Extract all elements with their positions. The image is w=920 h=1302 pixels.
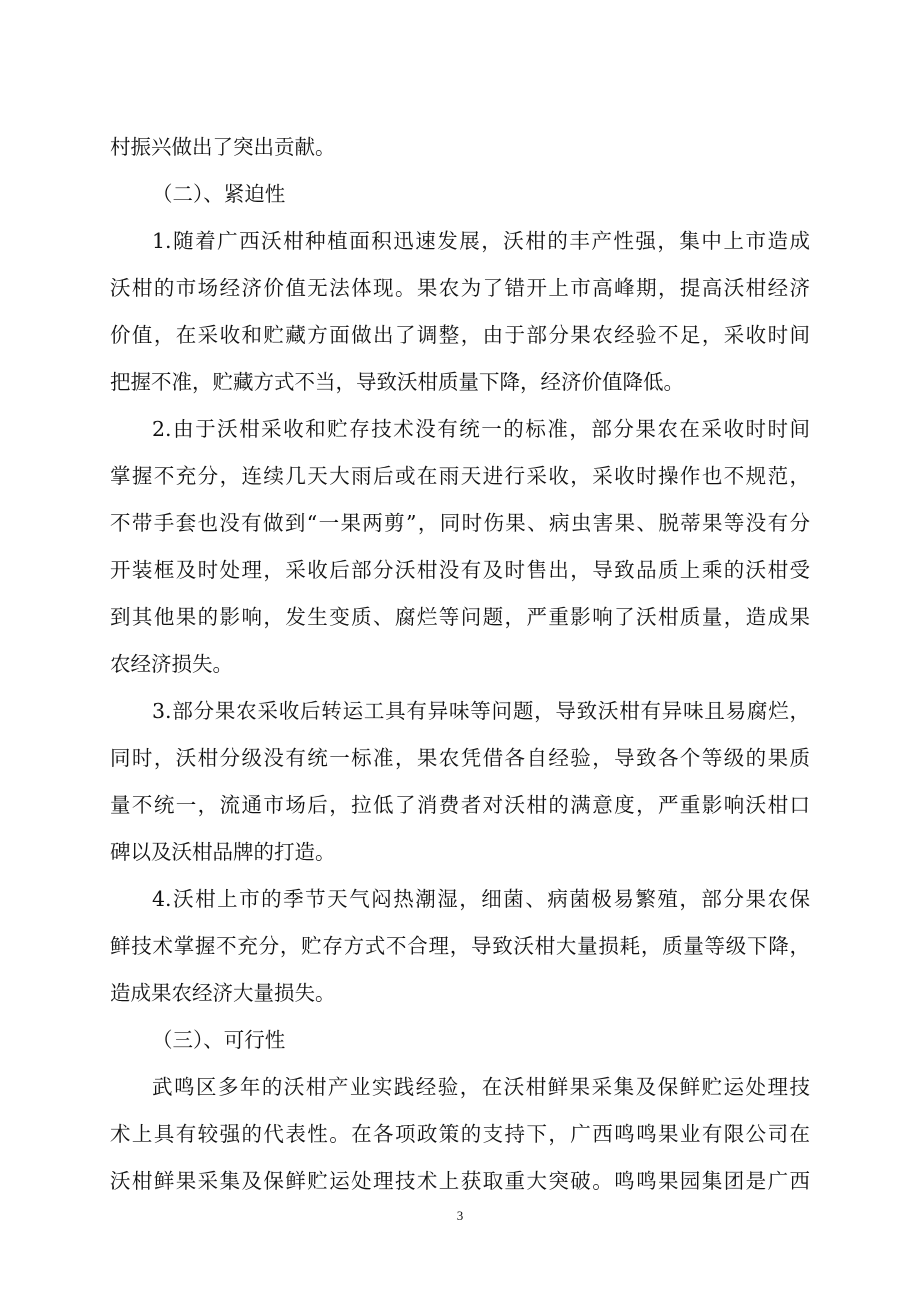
text-line: 鲜技术掌握不充分，贮存方式不合理，导致沃柑大量损耗，质量等级下降， [110,934,810,958]
text-line: 价值，在采收和贮藏方面做出了调整，由于部分果农经验不足，采收时间 [110,323,810,347]
text-line: 不带手套也没有做到“一果两剪”，同时伤果、病虫害果、脱蒂果等没有分 [110,511,810,535]
text-line: 造成果农经济大量损失。 [110,981,336,1005]
text-line: 农经济损失。 [110,652,233,676]
text-line: 碑以及沃柑品牌的打造。 [110,840,336,864]
text-line: 到其他果的影响，发生变质、腐烂等问题，严重影响了沃柑质量，造成果 [110,605,810,629]
text-line: 村振兴做出了突出贡献。 [110,135,336,159]
text-line: 1.随着广西沃柑种植面积迅速发展，沃柑的丰产性强，集中上市造成 [152,229,810,253]
text-line: 掌握不充分，连续几天大雨后或在雨天进行采收，采收时操作也不规范， [110,464,810,488]
text-line: 把握不准，贮藏方式不当，导致沃柑质量下降，经济价值降低。 [110,370,684,394]
text-line: 4.沃柑上市的季节天气闷热潮湿，细菌、病菌极易繁殖，部分果农保 [152,887,810,911]
text-line: 同时，沃柑分级没有统一标准，果农凭借各自经验，导致各个等级的果质 [110,746,810,770]
text-line: 开装框及时处理，采收后部分沃柑没有及时售出，导致品质上乘的沃柑受 [110,558,810,582]
page-number: 3 [456,1208,464,1223]
section-heading: （三）、可行性 [152,1028,286,1052]
text-line: 武鸣区多年的沃柑产业实践经验，在沃柑鲜果采集及保鲜贮运处理技 [152,1075,810,1099]
text-line: 术上具有较强的代表性。在各项政策的支持下，广西鸣鸣果业有限公司在 [110,1122,810,1146]
text-line: 量不统一，流通市场后，拉低了消费者对沃柑的满意度，严重影响沃柑口 [110,793,810,817]
document-body [110,124,810,1205]
section-heading: （二）、紧迫性 [152,182,286,206]
text-line: 沃柑的市场经济价值无法体现。果农为了错开上市高峰期，提高沃柑经济 [110,276,810,300]
text-line: 2.由于沃柑采收和贮存技术没有统一的标准，部分果农在采收时时间 [152,417,810,441]
text-line: 沃柑鲜果采集及保鲜贮运处理技术上获取重大突破。鸣鸣果园集团是广西 [110,1169,810,1193]
text-line: 3.部分果农采收后转运工具有异味等问题，导致沃柑有异味且易腐烂， [152,699,810,723]
